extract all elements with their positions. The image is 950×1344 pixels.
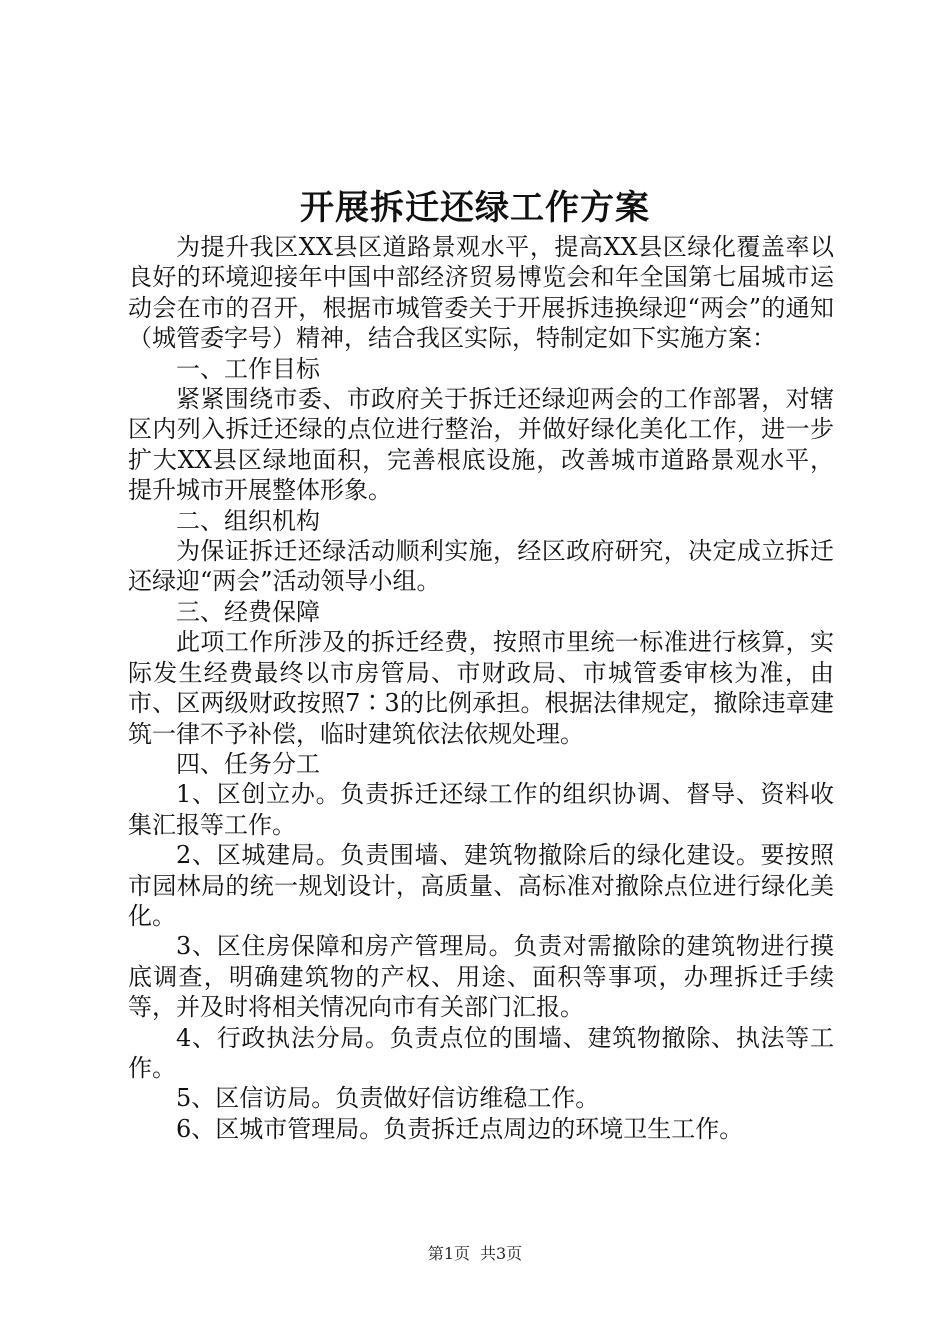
intro-paragraph: 为提升我区XX县区道路景观水平，提高XX县区绿化覆盖率以良好的环境迎接年中国中部经济贸易博览会和年全国第七届城市运动会在市的召开，根据市城管委关于开展拆违换绿迎“两会”的通知（城管委字号）精神，结合我区实际，特制定如下实施方案： (128, 233, 834, 353)
section-heading-tasks: 四、任务分工 (176, 749, 320, 778)
section-heading-funding: 三、经费保障 (176, 597, 320, 626)
task-item: 5、区信访局。负责做好信访维稳工作。 (176, 1084, 600, 1113)
page-number: 第1页 (427, 1244, 470, 1263)
document-body (128, 232, 834, 1144)
organization-paragraph: 为保证拆迁还绿活动顺利实施，经区政府研究，决定成立拆迁还绿迎“两会”活动领导小组。 (128, 537, 834, 596)
task-item: 1、区创立办。负责拆迁还绿工作的组织协调、督导、资料收集汇报等工作。 (128, 780, 834, 839)
task-item: 2、区城建局。负责围墙、建筑物撤除后的绿化建设。要按照市园林局的统一规划设计，高质量、高标准对撤除点位进行绿化美化。 (128, 841, 834, 930)
task-item: 6、区城市管理局。负责拆迁点周边的环境卫生工作。 (176, 1114, 744, 1143)
task-item: 4、行政执法分局。负责点位的围墙、建筑物撤除、执法等工作。 (128, 1023, 834, 1082)
section-heading-goals: 一、工作目标 (176, 354, 320, 383)
funding-paragraph: 此项工作所涉及的拆迁经费，按照市里统一标准进行核算，实际发生经费最终以市房管局、市财政局、市城管委审核为准，由市、区两级财政按照7∶3的比例承担。根据法律规定，撤除违章建筑一律不予补偿，临时建筑依法依规处理。 (128, 628, 834, 748)
goals-paragraph: 紧紧围绕市委、市政府关于拆迁还绿迎两会的工作部署，对辖区内列入拆迁还绿的点位进行整治，并做好绿化美化工作，进一步扩大XX县区绿地面积，完善根底设施，改善城市道路景观水平，提升城市开展整体形象。 (128, 385, 834, 505)
page-total: 共3页 (480, 1244, 523, 1263)
task-item: 3、区住房保障和房产管理局。负责对需撤除的建筑物进行摸底调查，明确建筑物的产权、用途、面积等事项，办理拆迁手续等，并及时将相关情况向市有关部门汇报。 (128, 932, 834, 1022)
page-footer (0, 1242, 950, 1266)
document-title: 开展拆迁还绿工作方案 (300, 188, 650, 228)
section-heading-organization: 二、组织机构 (176, 506, 320, 535)
